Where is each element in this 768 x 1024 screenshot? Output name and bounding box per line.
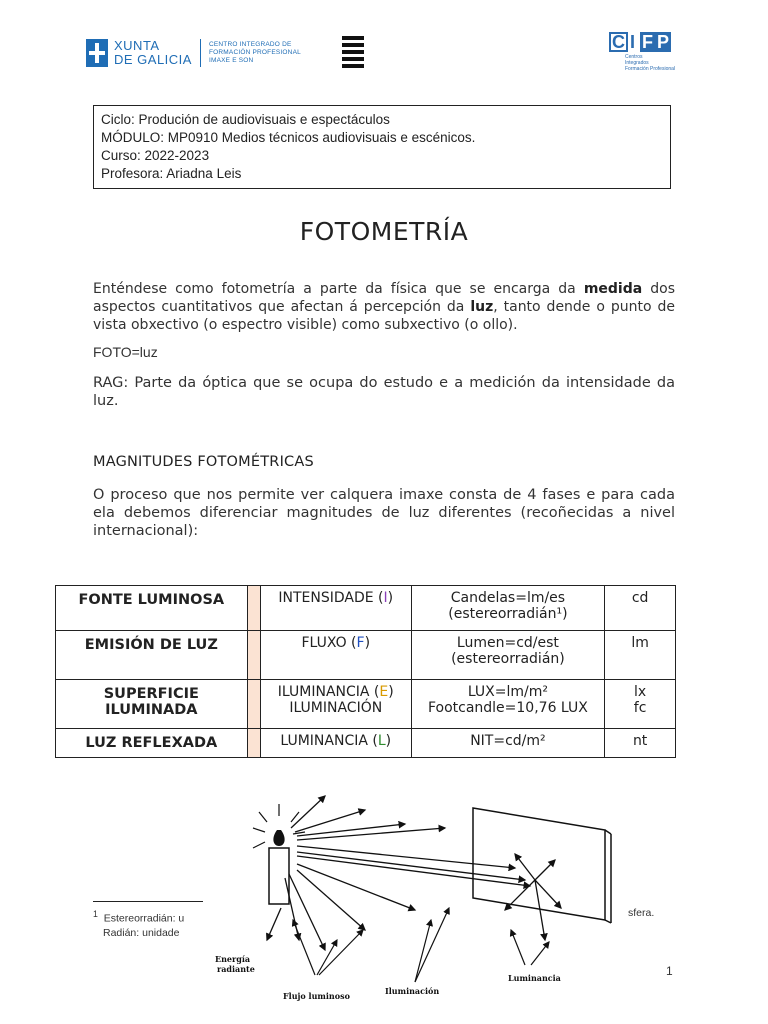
magnitude-cell: FLUXO (F) xyxy=(260,631,411,680)
xunta-cross-icon xyxy=(86,39,108,67)
table-row xyxy=(56,729,676,758)
intro-paragraph: Enténdese como fotometría a parte da física que se encarga da medida dos aspectos cuantitativos que afectan á percepción da luz, tanto dende o punto de vista obxectivo (o espectro visible) como subxectivo (o ollo). xyxy=(93,281,675,333)
course-modulo: MÓDULO: MP0910 Medios técnicos audiovisuais e escénicos. xyxy=(101,130,476,145)
escola-imaxe-son-logo xyxy=(342,36,364,68)
label-flujo: Flujo luminoso xyxy=(283,991,350,1001)
table-row xyxy=(56,586,676,631)
table-row xyxy=(56,631,676,680)
magnitude-symbol: L xyxy=(377,733,386,749)
unit-cell: LUX=lm/m² Footcandle=10,76 LUX xyxy=(411,680,605,729)
spacer-cell xyxy=(247,631,260,680)
unit-cell: Candelas=lm/es (estereorradián¹) xyxy=(411,586,605,631)
footnote-separator xyxy=(93,901,203,902)
xunta-name: XUNTA DE GALICIA xyxy=(114,38,192,67)
magnitude-cell: LUMINANCIA (L) xyxy=(260,729,411,758)
phase-name-cell: SUPERFICIE ILUMINADA xyxy=(56,680,248,729)
magnitudes-heading: MAGNITUDES FOTOMÉTRICAS xyxy=(93,454,314,470)
unit-cell: NIT=cd/m² xyxy=(411,729,605,758)
logo-divider xyxy=(200,39,201,67)
unit-symbol-cell: lm xyxy=(605,631,676,680)
footnote: $^1$ Estereorradián: u Radián: unidade xyxy=(93,909,185,939)
course-curso: Curso: 2022-2023 xyxy=(101,148,210,163)
label-energia-line1: Energía xyxy=(215,954,251,964)
process-paragraph: O proceso que nos permite ver calquera imaxe consta de 4 fases e para cada ela debemos diferenciar magnitudes de luz diferentes (recoñecidas a nivel internacional): xyxy=(93,487,675,539)
course-info-box xyxy=(93,105,671,189)
spacer-cell xyxy=(247,586,260,631)
photometry-diagram xyxy=(205,790,615,1015)
magnitude-symbol: E xyxy=(379,684,389,700)
unit-cell: Lumen=cd/est (estereorradián) xyxy=(411,631,605,680)
cifp-logo: C I F P Centros Integrados Formación Profesional xyxy=(609,32,675,72)
label-energia-line2: radiante xyxy=(217,964,255,974)
magnitude-cell: ILUMINANCIA (E) ILUMINACIÓN xyxy=(260,680,411,729)
rag-definition: RAG: Parte da óptica que se ocupa do estudo e a medición da intensidade da luz. xyxy=(93,375,675,409)
photometric-magnitudes-table xyxy=(55,585,676,758)
centre-name: CENTRO INTEGRADO DE FORMACIÓN PROFESIONAL IMAXE E SON xyxy=(208,41,301,64)
candle-icon xyxy=(269,848,289,904)
magnitude-symbol: F xyxy=(356,635,365,651)
course-ciclo: Ciclo: Produción de audiovisuais e espectáculos xyxy=(101,112,390,127)
magnitude-symbol: I xyxy=(383,590,388,606)
footnote-tail: sfera. xyxy=(628,907,655,919)
unit-symbol-cell: cd xyxy=(605,586,676,631)
spacer-cell xyxy=(247,680,260,729)
label-luminancia: Luminancia xyxy=(508,973,561,983)
magnitude-cell: INTENSIDADE (I) xyxy=(260,586,411,631)
unit-symbol-cell: lx fc xyxy=(605,680,676,729)
phase-name-cell: FONTE LUMINOSA xyxy=(56,586,248,631)
xunta-de-galicia-logo xyxy=(86,37,319,69)
label-iluminacion: Iluminación xyxy=(385,986,440,996)
spacer-cell xyxy=(247,729,260,758)
phase-name-cell: LUZ REFLEXADA xyxy=(56,729,248,758)
photometry-diagram-svg xyxy=(205,790,615,1015)
foto-definition: FOTO=luz xyxy=(93,344,158,360)
table-row xyxy=(56,680,676,729)
phase-name-cell: EMISIÓN DE LUZ xyxy=(56,631,248,680)
unit-symbol-cell: nt xyxy=(605,729,676,758)
page-number: 1 xyxy=(666,964,673,978)
page-title: FOTOMETRÍA xyxy=(299,217,469,246)
course-profesora: Profesora: Ariadna Leis xyxy=(101,166,242,181)
